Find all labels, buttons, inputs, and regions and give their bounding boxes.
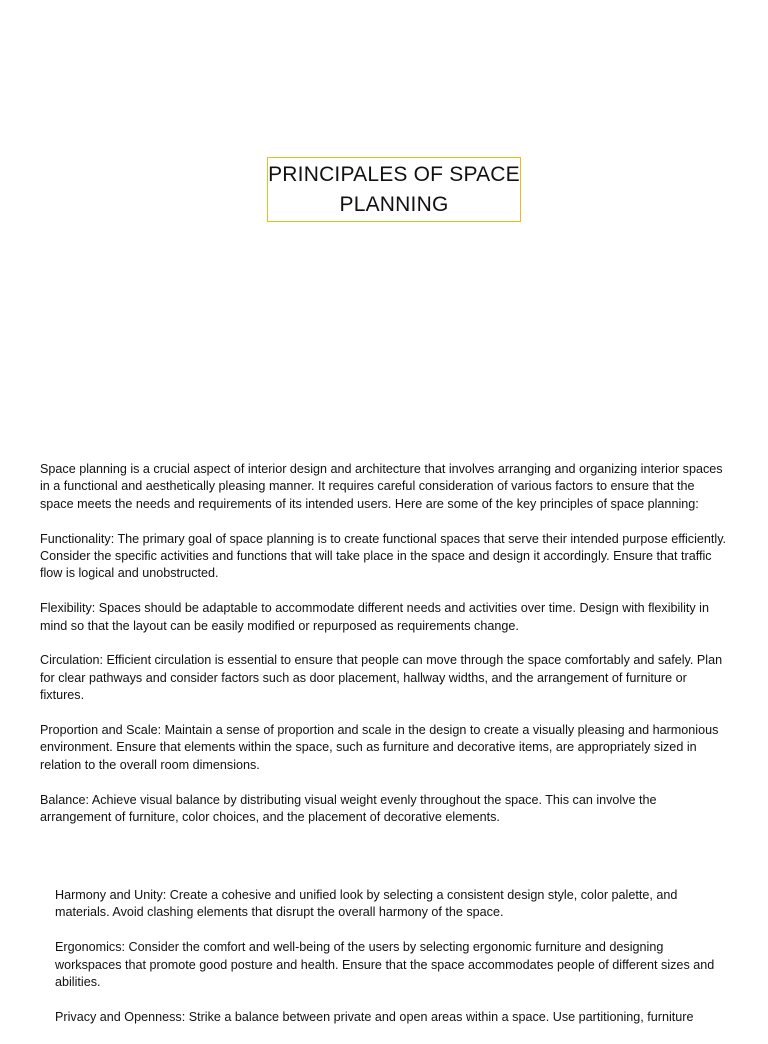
proportion-scale-paragraph: Proportion and Scale: Maintain a sense of proportion and scale in the design to create a visually pleasing and harmonious environment. Ensure that elements within the space, such as furniture and decorative items, are appropriately sized in relation to the overall room dimensions. — [40, 723, 719, 772]
document-title-box — [267, 157, 521, 222]
document-body — [40, 461, 730, 844]
privacy-openness-paragraph: Privacy and Openness: Strike a balance between private and open areas within a space. Use partitioning, furniture — [55, 1009, 694, 1024]
indented-body — [55, 887, 730, 1044]
document-title-line-1: PRINCIPALES OF SPACE — [268, 162, 520, 186]
document-title-line-2: PLANNING — [339, 192, 449, 216]
intro-paragraph: Space planning is a crucial aspect of interior design and architecture that involves arranging and organizing interior spaces in a functional and aesthetically pleasing manner. It requires careful consideration of various factors to ensure that the space meets the needs and requirements of its intended users. Here are some of the key principles of space planning: — [40, 462, 723, 511]
ergonomics-paragraph: Ergonomics: Consider the comfort and well-being of the users by selecting ergonomic furniture and designing workspaces that promote good posture and health. Ensure that the space accommodates people of different sizes and abilities. — [55, 940, 715, 990]
flexibility-paragraph: Flexibility: Spaces should be adaptable to accommodate different needs and activities over time. Design with flexibility in mind so that the layout can be easily modified or repurposed as requirements change. — [40, 601, 709, 633]
circulation-paragraph: Circulation: Efficient circulation is essential to ensure that people can move through the space comfortably and safely. Plan for clear pathways and consider factors such as door placement, hallway widths, and the arrangement of furniture or fixtures. — [40, 653, 723, 703]
harmony-unity-paragraph: Harmony and Unity: Create a cohesive and unified look by selecting a consistent design style, color palette, and materials. Avoid clashing elements that disrupt the overall harmony of the space. — [55, 888, 678, 920]
functionality-paragraph: Functionality: The primary goal of space planning is to create functional spaces that serve their intended purpose efficiently. Consider the specific activities and functions that will take place in the space and design it accordingly. Ensure that traffic flow is logical and unobstructed. — [40, 531, 727, 581]
balance-paragraph: Balance: Achieve visual balance by distributing visual weight evenly throughout the space. This can involve the arrangement of furniture, color choices, and the placement of decorative elements. — [40, 792, 657, 825]
